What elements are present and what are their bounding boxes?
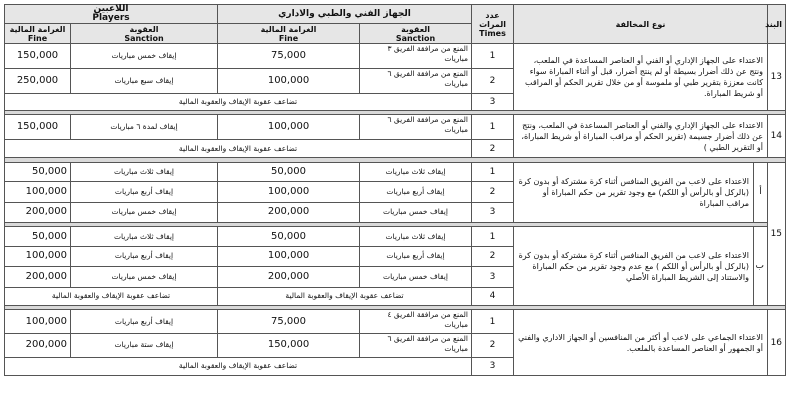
player-sanction-ar: العقوبة <box>129 24 159 34</box>
times-cell: 3 <box>472 202 514 222</box>
staff-sanction-ar: العقوبة <box>401 24 430 34</box>
header-times <box>472 5 514 44</box>
player-fine-cell: 250,000 <box>5 68 71 93</box>
times-cell: 2 <box>472 246 514 266</box>
staff-fine-cell: 150,000 <box>218 333 360 357</box>
staff-fine-cell: 200,000 <box>218 202 360 222</box>
regulations-table-container <box>4 4 785 376</box>
item-number: 13 <box>768 44 786 111</box>
player-sanction-cell: إيقاف ثلاث مباريات <box>71 162 218 181</box>
violation-desc: الاعتداء على الجهاز الإداري والفني أو العناصر المساعدة في الملعب، ونتج عن ذلك أضرار جسيمة (تقرير الحكم أو مراقب المباراة أو شريط المباراة، أو التقرير الطبي ) <box>514 115 768 158</box>
staff-fine-cell: 100,000 <box>218 182 360 202</box>
player-sanction-cell: إيقاف أربع مباريات <box>71 182 218 202</box>
table-row <box>5 162 786 181</box>
staff-sanction-cell: إيقاف خمس مباريات <box>360 267 472 287</box>
times-cell: 1 <box>472 310 514 334</box>
player-sanction-cell: إيقاف خمس مباريات <box>71 267 218 287</box>
staff-sanction-cell: المنع من مرافقة الفريق ٦ مباريات <box>360 115 472 140</box>
player-sanction-cell: إيقاف سبع مباريات <box>71 68 218 93</box>
player-fine-en: Fine <box>27 33 48 43</box>
header-players-en: Players <box>92 13 130 23</box>
staff-fine-cell: 100,000 <box>218 115 360 140</box>
violation-desc: الاعتداء على لاعب من الفريق المنافس أثناء كرة مشتركة أو بدون كرة (بالركل أو بالرأس أو اللكم) مع وجود تقرير من حكم المباراة أو مراقب المباراة <box>514 162 754 222</box>
times-cell: 3 <box>472 357 514 375</box>
double-penalty-note: تضاعف عقوبة الإيقاف والعقوبة المالية <box>5 93 472 110</box>
times-cell: 3 <box>472 93 514 110</box>
staff-fine-cell: 75,000 <box>218 44 360 69</box>
sanctions-table <box>4 4 786 376</box>
player-sanction-cell: إيقاف ثلاث مباريات <box>71 227 218 246</box>
double-penalty-note: تضاعف عقوبة الإيقاف والعقوبة المالية <box>5 140 472 158</box>
player-fine-cell: 100,000 <box>5 246 71 266</box>
staff-sanction-cell: المنع من مرافقة الفريق ٦ مباريات <box>360 333 472 357</box>
violation-desc: الاعتداء على لاعب من الفريق المنافس أثناء كرة مشتركة أو بدون كرة (بالركل أو بالرأس أو اللكم ) مع عدم وجود تقرير من حكم المباراة والاستناد إلى الشريط المباراة الأصلي <box>514 227 754 305</box>
violation-desc: الاعتداء على الجهاز الإداري أو الفني أو العناصر المساعدة في الملعب، ونتج عن ذلك أضرار بسيطة أو لم ينتج أضرار، قبل أو أثناء المباراة سواء كانت معززة بتقرير طبي أو ملموسة أو من خلال تقرير الحكم أو المراقب أو شريط المباراة. <box>514 44 768 111</box>
player-fine-cell: 150,000 <box>5 115 71 140</box>
double-penalty-note: تضاعف عقوبة الإيقاف والعقوبة المالية <box>5 357 472 375</box>
staff-fine-cell: 75,000 <box>218 310 360 334</box>
staff-double-penalty-note: تضاعف عقوبة الإيقاف والعقوبة المالية <box>218 287 472 305</box>
item-number: 15 <box>768 162 786 305</box>
times-cell: 2 <box>472 333 514 357</box>
staff-fine-cell: 50,000 <box>218 227 360 246</box>
player-fine-cell: 200,000 <box>5 267 71 287</box>
times-cell: 4 <box>472 287 514 305</box>
player-sanction-cell: إيقاف ستة مباريات <box>71 333 218 357</box>
player-fine-cell: 50,000 <box>5 227 71 246</box>
player-sanction-en: Sanction <box>124 33 164 43</box>
player-fine-cell: 200,000 <box>5 333 71 357</box>
staff-fine-cell: 50,000 <box>218 162 360 181</box>
table-row <box>5 44 786 69</box>
staff-sanction-cell: إيقاف أربع مباريات <box>360 182 472 202</box>
header-staff-sanction <box>360 24 472 44</box>
staff-sanction-cell: المنع من مرافقة الفريق ٤ مباريات <box>360 310 472 334</box>
header-staff: الجهاز الفني والطبي والاداري <box>218 5 472 24</box>
player-sanction-cell: إيقاف أربع مباريات <box>71 310 218 334</box>
player-sanction-cell: إيقاف خمس مباريات <box>71 202 218 222</box>
sub-item-letter: ب <box>754 227 768 305</box>
staff-sanction-en: Sanction <box>395 33 436 43</box>
player-fine-cell: 200,000 <box>5 202 71 222</box>
player-fine-cell: 50,000 <box>5 162 71 181</box>
table-row <box>5 115 786 140</box>
item-number: 16 <box>768 310 786 376</box>
header-times-en: Times <box>479 28 506 38</box>
header-violation: نوع المخالفة <box>514 5 768 44</box>
header-players-ar: اللاعبين <box>93 4 129 14</box>
header-staff-fine <box>218 24 360 44</box>
staff-fine-cell: 100,000 <box>218 246 360 266</box>
player-fine-ar: الغرامة المالية <box>9 24 66 34</box>
header-players <box>5 5 218 24</box>
times-cell: 2 <box>472 140 514 158</box>
staff-fine-ar: الغرامة المالية <box>260 24 317 34</box>
staff-sanction-cell: إيقاف ثلاث مباريات <box>360 227 472 246</box>
times-cell: 1 <box>472 227 514 246</box>
staff-sanction-cell: المنع من مرافقة الفريق ٣ مباريات <box>360 44 472 69</box>
times-cell: 2 <box>472 182 514 202</box>
player-fine-cell: 100,000 <box>5 310 71 334</box>
player-fine-cell: 150,000 <box>5 44 71 69</box>
table-row <box>5 227 786 246</box>
header-item-no: البند <box>768 5 786 44</box>
staff-sanction-cell: إيقاف أربع مباريات <box>360 246 472 266</box>
staff-sanction-cell: المنع من مرافقة الفريق ٦ مباريات <box>360 68 472 93</box>
player-sanction-cell: إيقاف خمس مباريات <box>71 44 218 69</box>
sub-item-letter: أ <box>754 162 768 222</box>
table-row <box>5 310 786 334</box>
player-double-penalty-note: تضاعف عقوبة الإيقاف والعقوبة المالية <box>5 287 218 305</box>
staff-fine-cell: 100,000 <box>218 68 360 93</box>
times-cell: 1 <box>472 44 514 69</box>
staff-fine-cell: 200,000 <box>218 267 360 287</box>
times-cell: 2 <box>472 68 514 93</box>
times-cell: 3 <box>472 267 514 287</box>
times-cell: 1 <box>472 115 514 140</box>
player-sanction-cell: إيقاف أربع مباريات <box>71 246 218 266</box>
header-player-fine <box>5 24 71 44</box>
header-times-ar: عدد المرات <box>479 10 506 29</box>
violation-desc: الاعتداء الجماعي على لاعب أو أكثر من المنافسين أو الجهاز الاداري والفني أو الجمهور أو العناصر المساعدة بالملعب. <box>514 310 768 376</box>
staff-fine-en: Fine <box>278 33 299 43</box>
staff-sanction-cell: إيقاف خمس مباريات <box>360 202 472 222</box>
times-cell: 1 <box>472 162 514 181</box>
header-player-sanction <box>71 24 218 44</box>
staff-sanction-cell: إيقاف ثلاث مباريات <box>360 162 472 181</box>
player-fine-cell: 100,000 <box>5 182 71 202</box>
player-sanction-cell: إيقاف لمدة ٦ مباريات <box>71 115 218 140</box>
item-number: 14 <box>768 115 786 158</box>
